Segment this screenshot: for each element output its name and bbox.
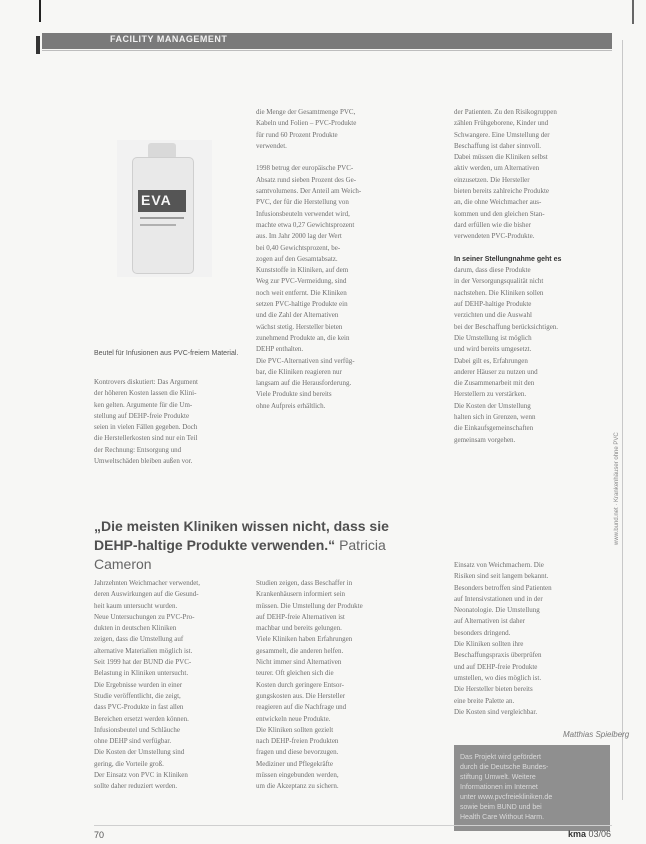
bottle-label-text: EVA (141, 192, 172, 208)
text-line: Die Kosten der Umstellung sind (94, 748, 185, 757)
text-line: darum, dass diese Produkte (454, 266, 531, 275)
text-line: dard erfüllen wie die bisher (454, 220, 531, 229)
text-line: samtvolumens. Der Anteil am Weich- (256, 187, 362, 196)
text-line: für rund 60 Prozent Produkte (256, 130, 338, 139)
text-line: eine breite Palette an. (454, 696, 515, 705)
text-line: Viele Produkte sind bereits (256, 390, 332, 399)
text-line: seien in vielen Fällen gegeben. Doch (94, 423, 198, 432)
text-line: teurer. Oft gleichen sich die (256, 669, 334, 678)
text-line: halten sich in Grenzen, wenn (454, 413, 536, 422)
text-line: Die Kliniken sollten gezielt (256, 725, 334, 734)
text-line: und wird bereits umgesetzt. (454, 345, 532, 354)
header-rule (42, 50, 612, 51)
text-line: Viele Kliniken haben Erfahrungen (256, 635, 353, 644)
text-line: PVC, der für die Herstellung von (256, 198, 349, 207)
text-line: kommen und den gleichen Stan- (454, 209, 545, 218)
text-column-middle-top (256, 107, 436, 412)
text-line: Beschaffung ist daher sinnvoll. (454, 141, 541, 150)
text-line: Kabeln und Folien – PVC-Produkte (256, 119, 357, 128)
text-line: aktiv werden, um Alternativen (454, 164, 540, 173)
text-line: alternative Materialien möglich ist. (94, 646, 193, 655)
text-line: zählen Frühgeborene, Kinder und (454, 119, 549, 128)
publication-info (568, 829, 611, 839)
text-line: müssen. Die Umstellung der Produkte (256, 601, 363, 610)
info-box-line: unter www.pvcfreiekliniken.de (460, 794, 553, 801)
info-box-line: durch die Deutsche Bundes- (460, 764, 549, 771)
text-line: anderer Häuser zu nutzen und (454, 367, 538, 376)
text-line: Infusionsbeutel und Schläuche (94, 725, 180, 734)
text-line: Die Ergebnisse wurden in einer (94, 680, 183, 689)
text-column-right-bottom (454, 560, 612, 718)
text-line: reagieren auf die Nachfrage und (256, 703, 347, 712)
margin-rule (622, 40, 623, 800)
section-header-label: FACILITY MANAGEMENT (110, 34, 228, 44)
text-line: Kosten durch geringere Entsor- (256, 680, 344, 689)
text-line (256, 152, 436, 163)
text-line: die Zusammenarbeit mit den (454, 379, 535, 388)
text-line: Dabei gilt es, Erfahrungen (454, 356, 528, 365)
text-line: bieten bereits zahlreiche Produkte (454, 187, 550, 196)
text-line: Beschaffungspraxis überprüfen (454, 651, 542, 660)
pull-quote (94, 517, 434, 574)
text-line: verwendeten PVC-Produkte. (454, 232, 535, 241)
text-line: Neue Untersuchungen zu PVC-Pro- (94, 612, 195, 621)
text-line: Risiken sind seit langem bekannt. (454, 572, 549, 581)
text-line: Seit 1999 hat der BUND die PVC- (94, 658, 192, 667)
text-line: umstellen, wo dies möglich ist. (454, 673, 542, 682)
vertical-credit: www.bund.net · Krankenhäuser ohne PVC (614, 432, 620, 545)
text-line: gungskosten aus. Die Hersteller (256, 691, 346, 700)
text-line: setzen PVC-haltige Produkte ein (256, 300, 348, 309)
text-line: nach DEHP-freien Produkten (256, 737, 339, 746)
text-line: und auf DEHP-freie Produkte (454, 662, 538, 671)
text-line: in der Versorgungsqualität nicht (454, 277, 544, 286)
text-line: ohne Aufpreis erhältlich. (256, 401, 326, 410)
text-line: dass PVC-Produkte in fast allen (94, 703, 184, 712)
text-line: Studie veröffentlicht, die zeigt, (94, 691, 181, 700)
pull-quote-author: Patricia Cameron (94, 537, 386, 572)
text-line: machbar und bereits gelungen. (256, 624, 342, 633)
text-line: noch weit entfernt. Die Kliniken (256, 288, 347, 297)
text-line: machte etwa 0,27 Gewichtsprozent (256, 220, 355, 229)
text-line: gemeinsam vorgehen. (454, 435, 516, 444)
text-line: aus. Im Jahr 2000 lag der Wert (256, 232, 342, 241)
text-line: auf DEHP-haltige Produkte (454, 300, 532, 309)
page-number: 70 (94, 830, 105, 840)
text-line: auf Alternativen ist daher (454, 617, 525, 626)
text-line: Krankenhäusern informiert sein (256, 590, 346, 599)
text-line: dukten in deutschen Kliniken (94, 624, 177, 633)
text-line: Die Kosten der Umstellung (454, 401, 531, 410)
text-line: Jahrzehnten Weichmacher verwendet, (94, 579, 201, 587)
crop-mark (632, 0, 634, 24)
text-line: der Patienten. Zu den Risikogruppen (454, 108, 557, 116)
text-line: müssen eingebunden werden, (256, 771, 339, 780)
text-line: fragen und diese bevorzugen. (256, 748, 339, 757)
text-line: Umweltschäden bleiben außen vor. (94, 457, 193, 466)
text-column-left-bottom (94, 578, 244, 793)
text-line: besonders dringend. (454, 628, 511, 637)
text-line: die Menge der Gesamtmenge PVC, (256, 108, 356, 116)
text-line: Bereichen ersetzt werden können. (94, 714, 189, 723)
text-line: Dabei müssen die Kliniken selbst (454, 153, 548, 162)
text-line: heit kaum untersucht wurden. (94, 601, 178, 610)
issue-number: 03/06 (588, 829, 612, 839)
text-line: langsam auf die Herausforderung. (256, 379, 352, 388)
text-column-left-top (94, 377, 244, 467)
text-column-right-top (454, 107, 612, 446)
figure-caption: Beutel für Infusionen aus PVC-freiem Material. (94, 350, 239, 357)
text-line: entwickeln neue Produkte. (256, 714, 331, 723)
text-line: Studien zeigen, dass Beschaffer in (256, 579, 353, 587)
infusion-bottle (132, 157, 194, 274)
info-box-line: sowie beim BUND und bei (460, 804, 542, 811)
text-line: Die PVC-Alternativen sind verfüg- (256, 356, 355, 365)
text-line: und die Zahl der Alternativen (256, 311, 339, 320)
text-line: einzusetzen. Die Hersteller (454, 175, 530, 184)
text-line: stellung auf DEHP-freie Produkte (94, 411, 190, 420)
text-line: auf DEHP-freie Alternativen ist (256, 612, 345, 621)
text-line: Die Kosten sind vergleichbar. (454, 707, 538, 716)
crop-mark (39, 0, 41, 22)
text-line: Kontrovers diskutiert: Das Argument (94, 378, 198, 386)
text-line: verwendet. (256, 141, 287, 150)
footer-rule (94, 825, 612, 826)
text-line: zogen auf den Gesamtabsatz. (256, 254, 338, 263)
text-line: gering, die Vorteile groß. (94, 759, 164, 768)
text-line: die Herstellerkosten sind nur ein Teil (94, 434, 198, 443)
publication-brand: kma (568, 829, 587, 839)
text-line: auf Intensivstationen und in der (454, 594, 543, 603)
text-line: an, die ohne Weichmacher aus- (454, 198, 542, 207)
pull-quote-text: „Die meisten Kliniken wissen nicht, dass sie DEHP-haltige Produkte verwenden.“ (94, 518, 389, 553)
text-line: nachstehen. Die Kliniken sollen (454, 288, 544, 297)
text-line: ken gelten. Argumente für die Um- (94, 400, 193, 409)
info-box-line: stiftung Umwelt. Weitere (460, 774, 536, 781)
text-line: um die Akzeptanz zu sichern. (256, 782, 339, 791)
text-line: deren Auswirkungen auf die Gesund- (94, 590, 199, 599)
text-line: der Rechnung: Entsorgung und (94, 445, 182, 454)
info-box-line: Das Projekt wird gefördert (460, 754, 541, 761)
text-line: Belastung in Kliniken untersucht. (94, 669, 189, 678)
text-line: Der Einsatz von PVC in Kliniken (94, 771, 188, 780)
text-line: bei 0,40 Gewichtsprozent, be- (256, 243, 341, 252)
text-line: verzichten und die Auswahl (454, 311, 532, 320)
text-line: Einsatz von Weichmachern. Die (454, 561, 544, 569)
text-line: gesammelt, die anderen helfen. (256, 646, 344, 655)
text-column-middle-bottom (256, 578, 436, 793)
text-line: die Einkaufsgemeinschaften (454, 424, 534, 433)
text-line: Herstellern zu verstärken. (454, 390, 527, 399)
text-line: DEHP enthalten. (256, 345, 304, 354)
bottle-label-line (140, 217, 184, 219)
author-signature: Matthias Spielberg (563, 730, 630, 739)
crop-mark (36, 36, 40, 54)
text-line: Neonatologie. Die Umstellung (454, 606, 540, 615)
text-line: Mediziner und Pflegekräfte (256, 759, 333, 768)
text-line: Die Kliniken sollten ihre (454, 640, 524, 649)
text-line: ohne DEHP sind verfügbar. (94, 737, 172, 746)
text-line: Weg zur PVC-Vermeidung, sind (256, 277, 347, 286)
text-line: Absatz rund sieben Prozent des Ge- (256, 175, 357, 184)
text-line: der höheren Kosten lassen die Klini- (94, 389, 197, 398)
text-line: bar, die Kliniken reagieren nur (256, 367, 342, 376)
text-line: sollte daher reduziert werden. (94, 782, 178, 791)
text-line: zeigen, dass die Umstellung auf (94, 635, 184, 644)
text-line: Infusionsbeuteln verwendet wird, (256, 209, 350, 218)
text-line: 1998 betrug der europäische PVC- (256, 164, 354, 173)
text-line: Kunststoffe in Kliniken, auf dem (256, 266, 349, 275)
info-box (454, 745, 610, 831)
bottle-label-line (140, 224, 176, 226)
text-line: Die Hersteller bieten bereits (454, 685, 533, 694)
text-line: zunehmend Produkte an, die kein (256, 333, 350, 342)
text-line: bei der Beschaffung berücksichtigen. (454, 322, 559, 331)
text-line: In seiner Stellungnahme geht es (454, 255, 562, 263)
text-line: Schwangere. Eine Umstellung der (454, 130, 550, 139)
text-line: wächst stetig. Hersteller bieten (256, 322, 343, 331)
info-box-line: Informationen im Internet (460, 784, 538, 791)
text-line: Nicht immer sind Alternativen (256, 658, 342, 667)
text-line: Besonders betroffen sind Patienten (454, 583, 552, 592)
text-line (454, 243, 612, 254)
text-line: Die Umstellung ist möglich (454, 333, 532, 342)
info-box-line: Health Care Without Harm. (460, 814, 545, 821)
